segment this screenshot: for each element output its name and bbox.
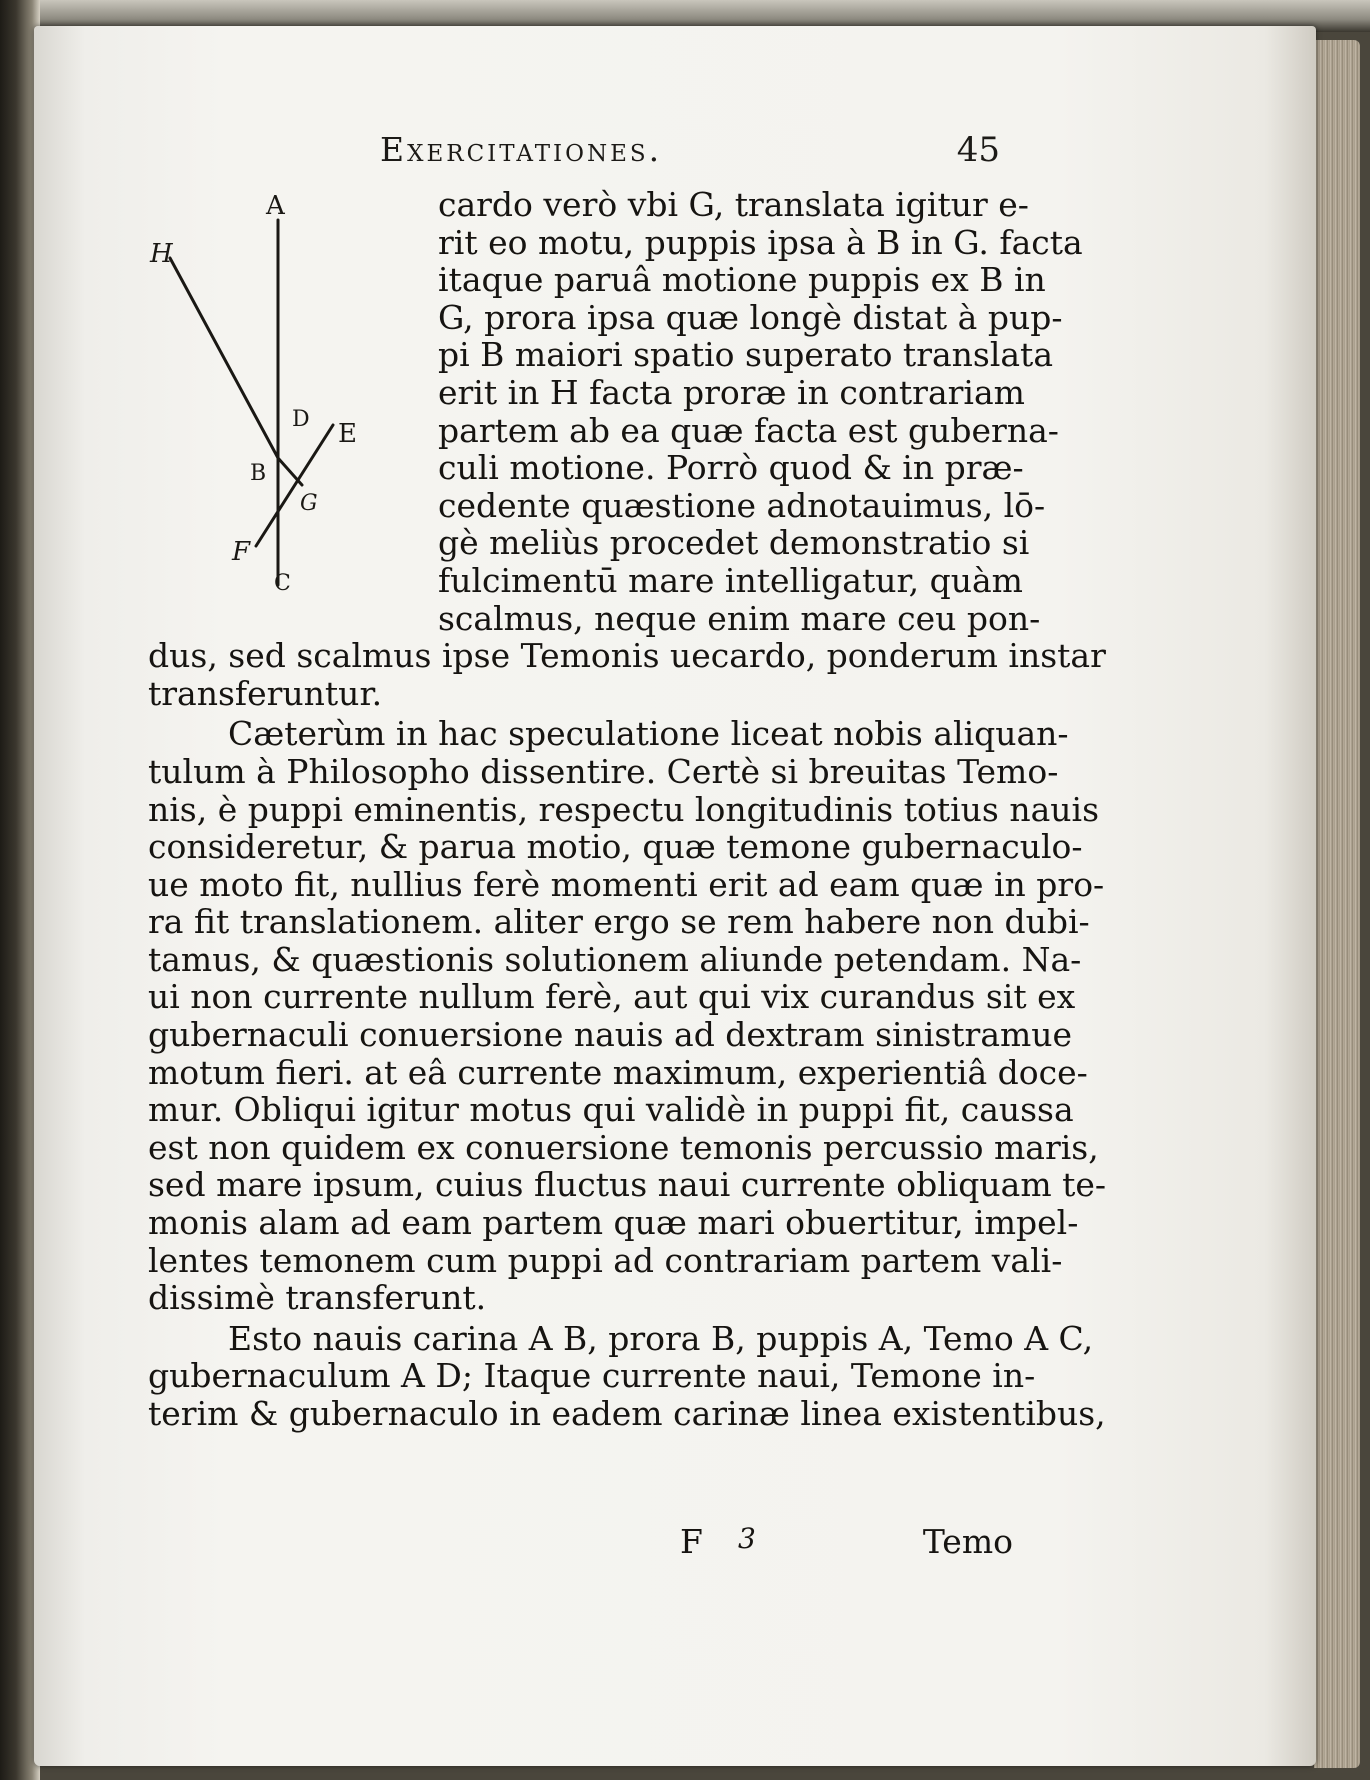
folio-number: 3 xyxy=(738,1522,756,1555)
label-H: H xyxy=(150,239,173,269)
text-line: itaque paruâ motione puppis ex B in xyxy=(438,260,1046,300)
text-line: partem ab ea quæ facta est guberna- xyxy=(438,410,1059,450)
running-header xyxy=(380,130,1000,174)
text-line: nis, è puppi eminentis, respectu longitudinis totius nauis xyxy=(148,789,1100,829)
text-line: pi B maiori spatio superato translata xyxy=(438,335,1053,375)
page-number: 45 xyxy=(956,130,1000,170)
text-line: Esto nauis carina A B, prora B, puppis A, Temo A C, xyxy=(228,1318,1094,1358)
text-line: gubernaculum A D; Itaque currente naui, Temone in- xyxy=(148,1356,1036,1396)
text-line: tulum à Philosopho dissentire. Certè si breuitas Temo- xyxy=(148,751,1059,791)
label-D: D xyxy=(292,407,310,432)
text-line: G, prora ipsa quæ longè distat à pup- xyxy=(438,297,1063,337)
page-footer xyxy=(148,1522,1013,1562)
label-E: E xyxy=(338,419,357,449)
text-line: sed mare ipsum, cuius fluctus naui currente obliquam te- xyxy=(148,1165,1107,1205)
text-line: rit eo motu, puppis ipsa à B in G. facta xyxy=(438,222,1083,262)
signature-mark: F xyxy=(680,1522,703,1561)
text-line: ui non currente nullum ferè, aut qui vix curandus sit ex xyxy=(148,977,1076,1017)
page-fore-edge xyxy=(1314,40,1360,1768)
text-line: consideretur, & parua motio, quæ temone gubernaculo- xyxy=(148,827,1083,867)
text-line: transferuntur. xyxy=(148,673,383,713)
label-B: B xyxy=(250,461,267,486)
text-line: cardo verò vbi G, translata igitur e- xyxy=(438,185,1029,224)
text-line: fulcimentū mare intelligatur, quàm xyxy=(438,560,1023,600)
paragraph-1 xyxy=(148,185,1106,713)
text-line: ra fit translationem. aliter ergo se rem habere non dubi- xyxy=(148,902,1090,942)
text-line: mur. Obliqui igitur motus qui validè in puppi fit, caussa xyxy=(148,1090,1074,1130)
text-line: gubernaculi conuersione nauis ad dextram sinistramue xyxy=(148,1015,1073,1055)
text-line: terim & gubernaculo in eadem carinæ linea existentibus, xyxy=(148,1394,1106,1433)
running-title: Exercitationes. xyxy=(380,130,663,169)
paragraph-3 xyxy=(148,1318,1106,1433)
text-line: Cæterùm in hac speculatione liceat nobis aliquan- xyxy=(228,714,1069,754)
text-line: scalmus, neque enim mare ceu pon- xyxy=(438,598,1041,638)
text-line: dissimè transferunt. xyxy=(148,1278,487,1318)
text-line: motum fieri. at eâ currente maximum, experientiâ doce- xyxy=(148,1052,1088,1092)
text-line: est non quidem ex conuersione temonis percussio maris, xyxy=(148,1127,1099,1167)
main-text xyxy=(148,185,1107,1433)
text-line: cedente quæstione adnotauimus, lō- xyxy=(438,485,1046,525)
label-G: G xyxy=(300,491,318,516)
text-line: tamus, & quæstionis solutionem aliunde petendam. Na- xyxy=(148,939,1082,979)
text-line: dus, sed scalmus ipse Temonis uecardo, ponderum instar xyxy=(148,636,1106,676)
text-line: gè meliùs procedet demonstratio si xyxy=(438,523,1030,563)
label-A: A xyxy=(266,191,285,221)
catchword: Temo xyxy=(922,1522,1013,1561)
text-line: erit in H facta proræ in contrariam xyxy=(438,372,1025,412)
text-line: monis alam ad eam partem quæ mari obuertitur, impel- xyxy=(148,1203,1079,1243)
text-line: lentes temonem cum puppi ad contrariam partem vali- xyxy=(148,1240,1063,1280)
label-F: F xyxy=(232,537,251,567)
text-line: culi motione. Porrò quod & in præ- xyxy=(438,448,1024,488)
label-C: C xyxy=(274,571,291,596)
paragraph-2 xyxy=(148,714,1107,1318)
text-line: ue moto fit, nullius ferè momenti erit ad eam quæ in pro- xyxy=(148,864,1105,904)
